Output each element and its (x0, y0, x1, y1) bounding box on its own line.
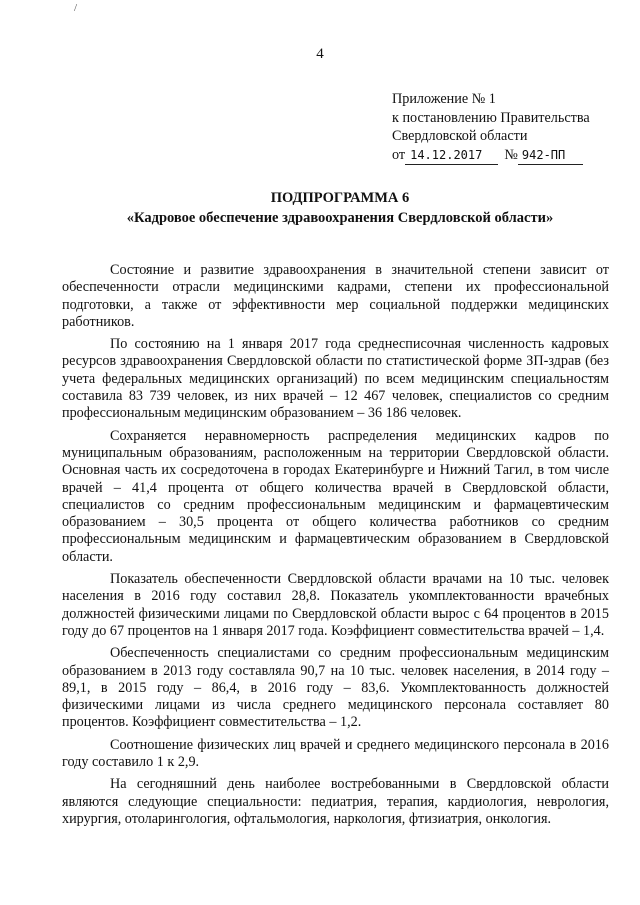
date-prefix: от (392, 146, 406, 163)
paragraph: Обеспеченность специалистами со средним профессиональным медицинским образованием в 2013 году составляла 90,7 на 10 тыс. человек населения, в 2014 году – 89,1, в 2015 году – 86,4, в 2016 году – 83,6. Укомплектованность должностей физическими лицами из числа среднего медицинского персонала составляет 80 процентов. Коэффициент совместительства – 1,2. (62, 645, 609, 731)
appendix-date-line (392, 146, 622, 166)
title-subheading: «Кадровое обеспечение здравоохранения Свердловской области» (126, 210, 554, 226)
title-heading: ПОДПРОГРАММА 6 (270, 190, 410, 206)
corner-mark: / (74, 2, 78, 14)
document-title (60, 188, 620, 228)
paragraph: Показатель обеспеченности Свердловской области врачами на 10 тыс. человек населения в 2016 году составил 28,8. Показатель укомплектованности врачебных должностей физическими лицами по Свердловской области вырос с 64 процентов в 2015 году до 67 процентов на 1 января 2017 года. Коэффициент совместительства врачей – 1,4. (62, 571, 609, 639)
appendix-date: 14.12.2017 (405, 146, 498, 166)
appendix-line-3: Свердловской области (392, 128, 528, 144)
appendix-line-2: к постановлению Правительства (392, 109, 590, 126)
number-prefix: № (504, 146, 518, 163)
paragraph: Соотношение физических лиц врачей и среднего медицинского персонала в 2016 году составило 1 к 2,9. (62, 736, 609, 771)
paragraph: Сохраняется неравномерность распределения медицинских кадров по муниципальным образованиям, расположенным на территории Свердловской области. Основная часть их сосредоточена в городах Екатеринбурге и Нижний Тагил, в том числе врачей – 41,4 процента от общего количества врачей в Свердловской области, специалистов со средним профессиональным медицинским и фармацевтическим образованием – 30,5 процента от общего количества работников со средним профессиональным медицинским и фармацевтическим образованием в Свердловской области. (62, 427, 609, 565)
appendix-number: 942-ПП (518, 146, 583, 166)
paragraph: Состояние и развитие здравоохранения в значительной степени зависит от обеспеченности отрасли медицинскими кадрами, степени их профессиональной подготовки, а также от эффективности мер социальной поддержки медицинских работников. (62, 262, 609, 330)
appendix-block (392, 90, 622, 165)
document-body (62, 262, 609, 833)
paragraph: На сегодняшний день наиболее востребованными в Свердловской области являются следующие специальности: педиатрия, терапия, кардиология, неврология, хирургия, отоларингология, офтальмология, наркология, фтизиатрия, онкология. (62, 776, 609, 827)
page-number: 4 (316, 46, 324, 62)
appendix-line-1: Приложение № 1 (392, 91, 496, 107)
paragraph: По состоянию на 1 января 2017 года среднесписочная численность кадровых ресурсов здравоохранения Свердловской области по статистической форме ЗП-здрав (без учета федеральных медицинских организаций) по всем медицинским специальностям составила 83 739 человек, из них врачей – 12 467 человек, специалистов со средним профессиональным медицинским образованием – 36 186 человек. (62, 336, 609, 422)
